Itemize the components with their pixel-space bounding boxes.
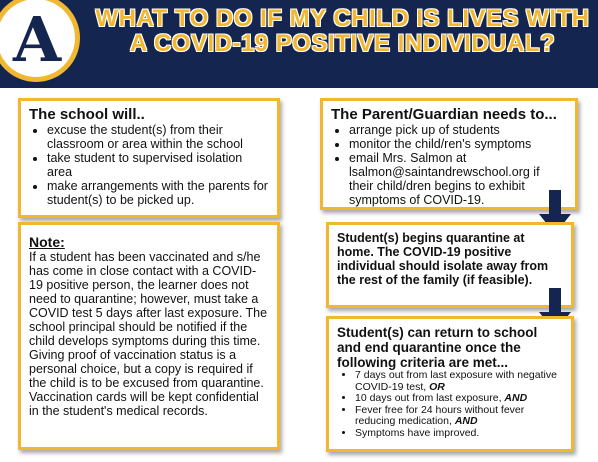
note-title: Note:: [29, 234, 65, 250]
note-text: If a student has been vaccinated and s/he has come in close contact with a COVID-19 positive person, the learner does not need to quarantine; however, must take a COVID test 5 days after last exposure. The school principal should be notified if the child develops symptoms during this time. Giving proof of vaccination status is a personal choice, but a copy is required if the child is to be excused from quarantine. Vaccination cards will be kept confidential in the student's medical records.: [29, 250, 268, 418]
list-item: • arrange pick up of students: [349, 123, 567, 137]
list-item: • make arrangements with the parents for student(s) to be picked up.: [47, 179, 269, 207]
return-criteria-list: [337, 370, 563, 439]
parent-guardian-title: The Parent/Guardian needs to...: [331, 106, 557, 123]
list-item: • monitor the child/ren's symptoms: [349, 137, 567, 151]
list-item: • Fever free for 24 hours without fever reducing medication, AND: [355, 405, 563, 428]
quarantine-text: Student(s) begins quarantine at home. The COVID-19 positive individual should isolate away from the rest of the family (if feasible).: [337, 231, 549, 287]
school-will-box: [18, 98, 280, 218]
return-criteria-title: Student(s) can return to school and end quarantine once the following criteria are met...: [337, 325, 538, 370]
list-item: • excuse the student(s) from their classroom or area within the school: [47, 123, 269, 151]
note-box: [18, 222, 280, 450]
page-title: WHAT TO DO IF MY CHILD IS LIVES WITH A COVID-19 POSITIVE INDIVIDUAL?: [95, 5, 590, 57]
return-criteria-box: [326, 316, 574, 452]
header-banner: [0, 0, 598, 88]
logo-letter: A: [12, 3, 62, 76]
list-item: • take student to supervised isolation area: [47, 151, 269, 179]
list-item: • email Mrs. Salmon at lsalmon@saintandrewschool.org if their child/dren begins to exhibit symptoms of COVID-19.: [349, 151, 567, 207]
parent-guardian-list: [331, 123, 567, 207]
school-logo: [0, 0, 80, 82]
quarantine-box: [326, 222, 574, 308]
school-will-list: [29, 123, 269, 207]
list-item: • 7 days out from last exposure with negative COVID-19 test, OR: [355, 370, 563, 393]
list-item: • 10 days out from last exposure, AND: [355, 393, 563, 405]
school-will-title: The school will..: [29, 106, 145, 123]
list-item: • Symptoms have improved.: [355, 428, 563, 440]
